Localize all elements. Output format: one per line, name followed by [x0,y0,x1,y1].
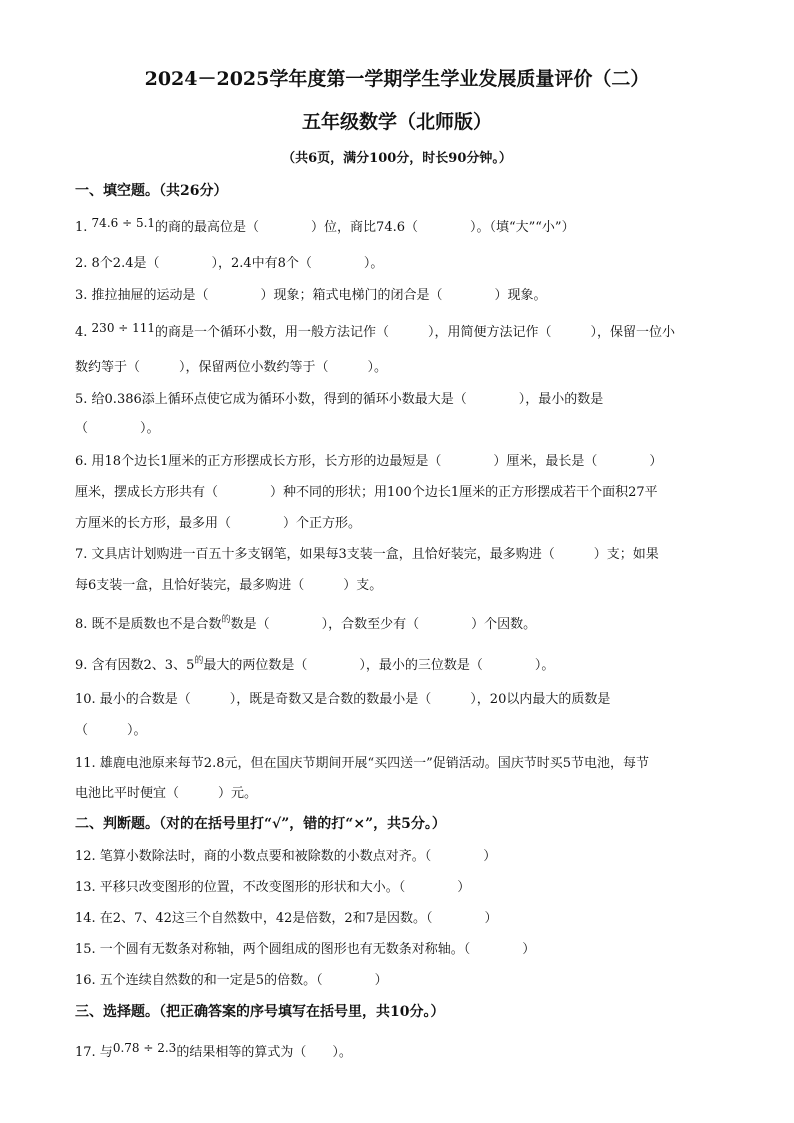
question-1-formula: 74.6 ÷ 5.1 [91,216,156,230]
question-10: 10. 最小的合数是（ ），既是奇数又是合数的数最小是（ ），20以内最大的质数是 [75,692,611,707]
question-1-text: 的商的最高位是（ ）位，商比74.6（ ）。（填“大”“小”） [155,220,575,235]
question-5-continued: （ ）。 [75,421,160,436]
question-9-text-a: 9. 含有因数2、3、5 [75,658,195,673]
question-4-number: 4. [75,325,88,340]
question-17-text-b: 的结果相等的算式为（ ）。 [176,1045,352,1060]
question-6: 6. 用18个边长1厘米的正方形摆成长方形，长方形的边最短是（ ）厘米，最长是（ ） [75,454,663,469]
question-13: 13. 平移只改变图形的位置，不改变图形的形状和大小。（ ） [75,880,471,895]
section-fill-in: 一、填空题。（共26分） [75,183,228,199]
question-17 [75,1041,352,1060]
question-10-continued: （ ）。 [75,723,147,738]
question-12: 12. 笔算小数除法时，商的小数点要和被除数的小数点对齐。（ ） [75,849,497,864]
question-7-continued: 每6支装一盒，且恰好装完，最多购进（ ）支。 [75,578,383,593]
question-1-number: 1. [75,220,88,235]
question-6-continued-2: 方厘米的长方形，最多用（ ）个正方形。 [75,516,362,531]
question-17-formula: 0.78 ÷ 2.3 [112,1041,177,1055]
question-7: 7. 文具店计划购进一百五十多支钢笔，如果每3支装一盒，且恰好装完，最多购进（ ）支；如果 [75,547,659,562]
exam-title: 2024－2025学年度第一学期学生学业发展质量评价（二） [144,68,650,90]
question-2: 2. 8个2.4是（ ），2.4中有8个（ ）。 [75,256,384,271]
question-4-text: 的商是一个循环小数，用一般方法记作（ ），用简便方法记作（ ），保留一位小 [155,325,676,340]
question-4-continued: 数约等于（ ），保留两位小数约等于（ ）。 [75,360,388,375]
question-8 [75,613,536,632]
section-multiple-choice: 三、选择题。（把正确答案的序号填写在括号里，共10分。） [75,1004,445,1020]
question-4-formula: 230 ÷ 111 [91,321,156,335]
question-15: 15. 一个圆有无数条对称轴，两个圆组成的图形也有无数条对称轴。（ ） [75,942,536,957]
question-8-text-a: 8. 既不是质数也不是合数 [75,617,222,632]
question-14: 14. 在2、7、42这三个自然数中，42是倍数，2和7是因数。（ ） [75,911,498,926]
question-4 [75,321,675,340]
question-1 [75,216,575,235]
section-true-false: 二、判断题。（对的在括号里打“√”，错的打“×”，共5分。） [75,816,446,832]
question-11-continued: 电池比平时便宜（ ）元。 [75,786,258,801]
question-17-text-a: 17. 与 [75,1045,113,1060]
question-8-superscript: 的 [221,615,231,625]
question-16: 16. 五个连续自然数的和一定是5的倍数。（ ） [75,973,388,988]
question-9 [75,654,554,673]
exam-subtitle: 五年级数学（北师版） [301,111,492,133]
question-5: 5. 给0.386添上循环点使它成为循环小数，得到的循环小数最大是（ ），最小的数是 [75,392,604,407]
question-9-text-b: 最大的两位数是（ ），最小的三位数是（ ）。 [203,658,555,673]
question-9-superscript: 的 [194,656,204,666]
question-6-continued-1: 厘米，摆成长方形共有（ ）种不同的形状；用100个边长1厘米的正方形摆成若干个面积27平 [75,485,658,500]
question-11: 11. 雄鹿电池原来每节2.8元，但在国庆节期间开展“买四送一”促销活动。国庆节时买5节电池，每节 [75,756,650,771]
question-3: 3. 推拉抽屉的运动是（ ）现象；箱式电梯门的闭合是（ ）现象。 [75,288,547,303]
exam-meta: （共6页，满分100分，时长90分钟。） [282,151,512,166]
question-8-text-b: 数是（ ），合数至少有（ ）个因数。 [230,617,537,632]
